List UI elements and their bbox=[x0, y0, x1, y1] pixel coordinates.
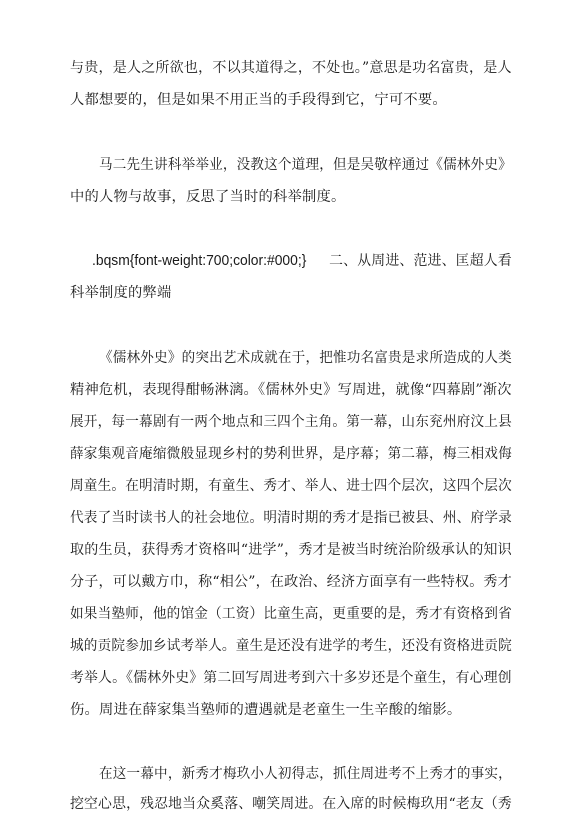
text-line: 代表了当时读书人的社会地位。明清时期的秀才是指已被县、州、府学录 bbox=[70, 510, 512, 526]
text-line: 周童生。在明清时期，有童生、秀才、举人、进士四个层次，这四个层次 bbox=[70, 478, 512, 494]
text-line: 挖空心思，残忍地当众奚落、嘲笑周进。在入席的时候梅玖用“老友（秀 bbox=[70, 796, 512, 812]
text-line: 在这一幕中，新秀才梅玖小人初得志，抓住周进考不上秀才的事实， bbox=[99, 766, 512, 782]
text-line: 《儒林外史》的突出艺术成就在于，把惟功名富贵是求所造成的人类 bbox=[99, 350, 512, 366]
text-line: 薛家集观音庵缩微般显现乡村的势利世界，是序幕；第二幕，梅三相戏侮 bbox=[70, 446, 512, 462]
heading-text: 二、从周进、范进、匡超人看 bbox=[329, 253, 512, 269]
text-line: 中的人物与故事，反思了当时的科举制度。 bbox=[70, 189, 346, 205]
text-line: 取的生员，获得秀才资格叫“进学”，秀才是被当时统治阶级承认的知识 bbox=[70, 542, 512, 558]
text-line: 城的贡院参加乡试考举人。童生是还没有进学的考生，还没有资格进贡院 bbox=[70, 638, 512, 654]
text-line: 与贵，是人之所欲也，不以其道得之，不处也。”意思是功名富贵，是人 bbox=[70, 60, 512, 76]
text-line: 马二先生讲科举举业，没教这个道理，但是吴敬梓通过《儒林外史》 bbox=[99, 157, 512, 173]
text-line: 分子，可以戴方巾，称“相公”，在政治、经济方面享有一些特权。秀才 bbox=[70, 574, 512, 590]
heading-text: 科举制度的弊端 bbox=[70, 285, 172, 301]
text-line: 伤。周进在薛家集当塾师的遭遇就是老童生一生辛酸的缩影。 bbox=[70, 702, 462, 718]
section-heading bbox=[92, 251, 512, 271]
text-line: 如果当塾师，他的馆金（工资）比童生高，更重要的是，秀才有资格到省 bbox=[70, 606, 512, 622]
text-line: 人都想要的，但是如果不用正当的手段得到它，宁可不要。 bbox=[70, 92, 447, 108]
text-line: 展开，每一幕剧有一两个地点和三四个主角。第一幕，山东兖州府汶上县 bbox=[70, 414, 512, 430]
text-line: 考举人。《儒林外史》第二回写周进考到六十多岁还是个童生，有心理创 bbox=[70, 670, 512, 686]
leaked-css-text: .bqsm{font-weight:700;color:#000;} bbox=[92, 253, 307, 269]
text-line: 精神危机，表现得酣畅淋漓。《儒林外史》写周进，就像“四幕剧”渐次 bbox=[70, 382, 512, 398]
